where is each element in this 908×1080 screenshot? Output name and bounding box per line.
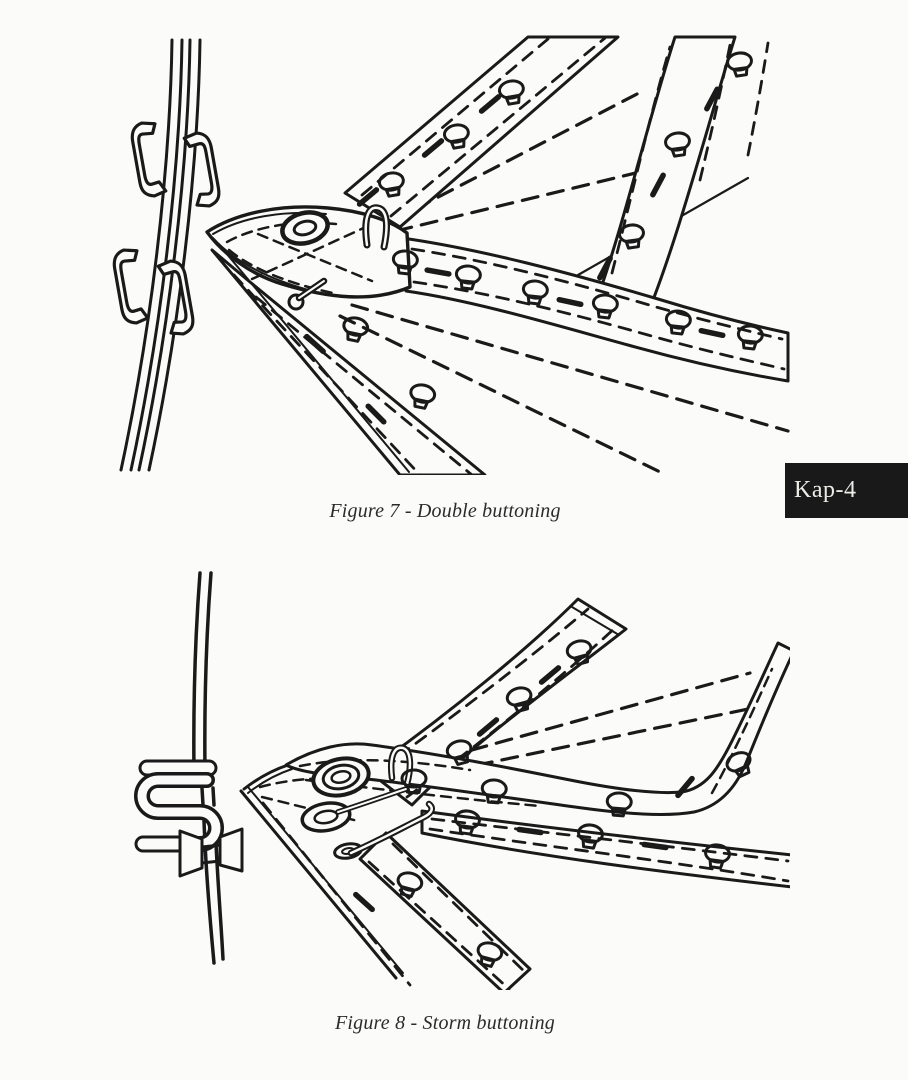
foot-strap <box>422 811 790 887</box>
figure-8 <box>110 565 790 990</box>
figure-7 <box>100 35 790 475</box>
horizontal-strap <box>402 238 788 381</box>
figure-7-caption: Figure 7 - Double buttoning <box>329 500 561 522</box>
figure-8-caption: Figure 8 - Storm buttoning <box>334 1012 555 1034</box>
chapter-tab <box>785 463 908 518</box>
figure-7-illustration <box>100 35 790 475</box>
grommet-lower <box>300 800 352 835</box>
chapter-tab-label: Kap-4 <box>794 477 857 503</box>
storm-hook <box>136 761 216 851</box>
upper-strap <box>345 37 618 227</box>
figure-8-illustration <box>110 565 790 990</box>
